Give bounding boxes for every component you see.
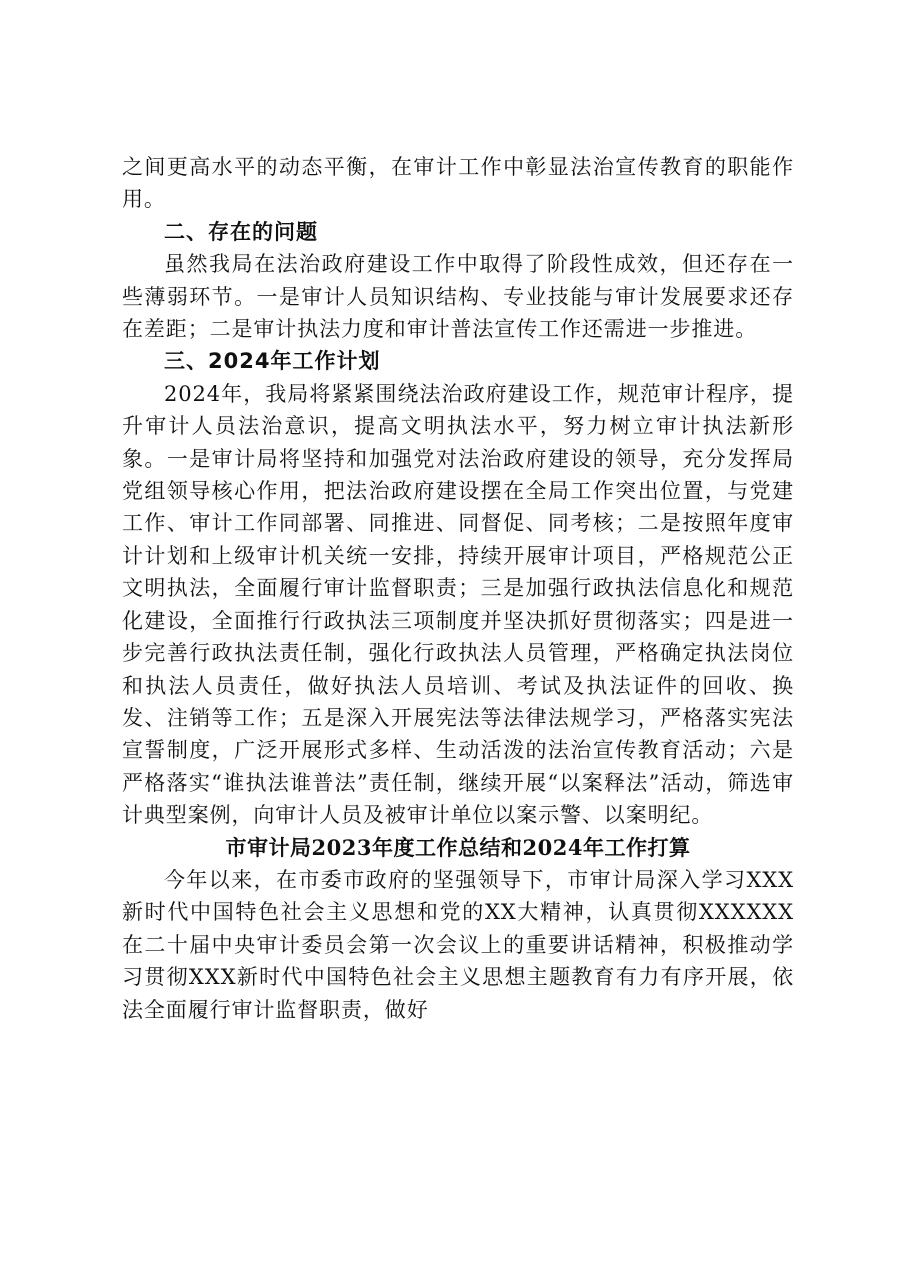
intro-continuation-paragraph: 之间更高水平的动态平衡，在审计工作中彰显法治宣传教育的职能作用。 bbox=[122, 155, 794, 212]
second-document-title: 市审计局2023年度工作总结和2024年工作打算 bbox=[225, 834, 691, 860]
plan-paragraph: 2024年，我局将紧紧围绕法治政府建设工作，规范审计程序，提升审计人员法治意识，提高文明执法水平，努力树立审计执法新形象。一是审计局将坚持和加强党对法治政府建设的领导，充分发挥局党组领导核心作用，把法治政府建设摆在全局工作突出位置，与党建工作、审计工作同部署、同推进、同督促、同考核；二是按照年度审计计划和上级审计机关统一安排，持续开展审计项目，严格规范公正文明执法，全面履行审计监督职责；三是加强行政执法信息化和规范化建设，全面推行行政执法三项制度并坚决抓好贯彻落实；四是进一步完善行政执法责任制，强化行政执法人员管理，严格确定执法岗位和执法人员责任，做好执法人员培训、考试及执法证件的回收、换发、注销等工作；五是深入开展宪法等法律法规学习，严格落实宪法宣誓制度，广泛开展形式多样、生动活泼的法治宣传教育活动；六是严格落实“谁执法谁普法”责任制，继续开展“以案释法”活动，筛选审计典型案例，向审计人员及被审计单位以案示警、以案明纪。 bbox=[122, 381, 794, 828]
document-body bbox=[122, 151, 794, 1026]
problems-paragraph: 虽然我局在法治政府建设工作中取得了阶段性成效，但还存在一些薄弱环节。一是审计人员知识结构、专业技能与审计发展要求还存在差距；二是审计执法力度和审计普法宣传工作还需进一步推进。 bbox=[122, 252, 794, 342]
second-document-paragraph: 今年以来，在市委市政府的坚强领导下，市审计局深入学习XXX新时代中国特色社会主义思想和党的XX大精神，认真贯彻XXXXXX在二十届中央审计委员会第一次会议上的重要讲话精神，积极推动学习贯彻XXX新时代中国特色社会主义思想主题教育有力有序开展，依法全面履行审计监督职责，做好 bbox=[122, 867, 794, 1022]
section-heading-problems: 二、存在的问题 bbox=[164, 219, 318, 244]
section-heading-2024-plan: 三、2024年工作计划 bbox=[164, 349, 381, 374]
